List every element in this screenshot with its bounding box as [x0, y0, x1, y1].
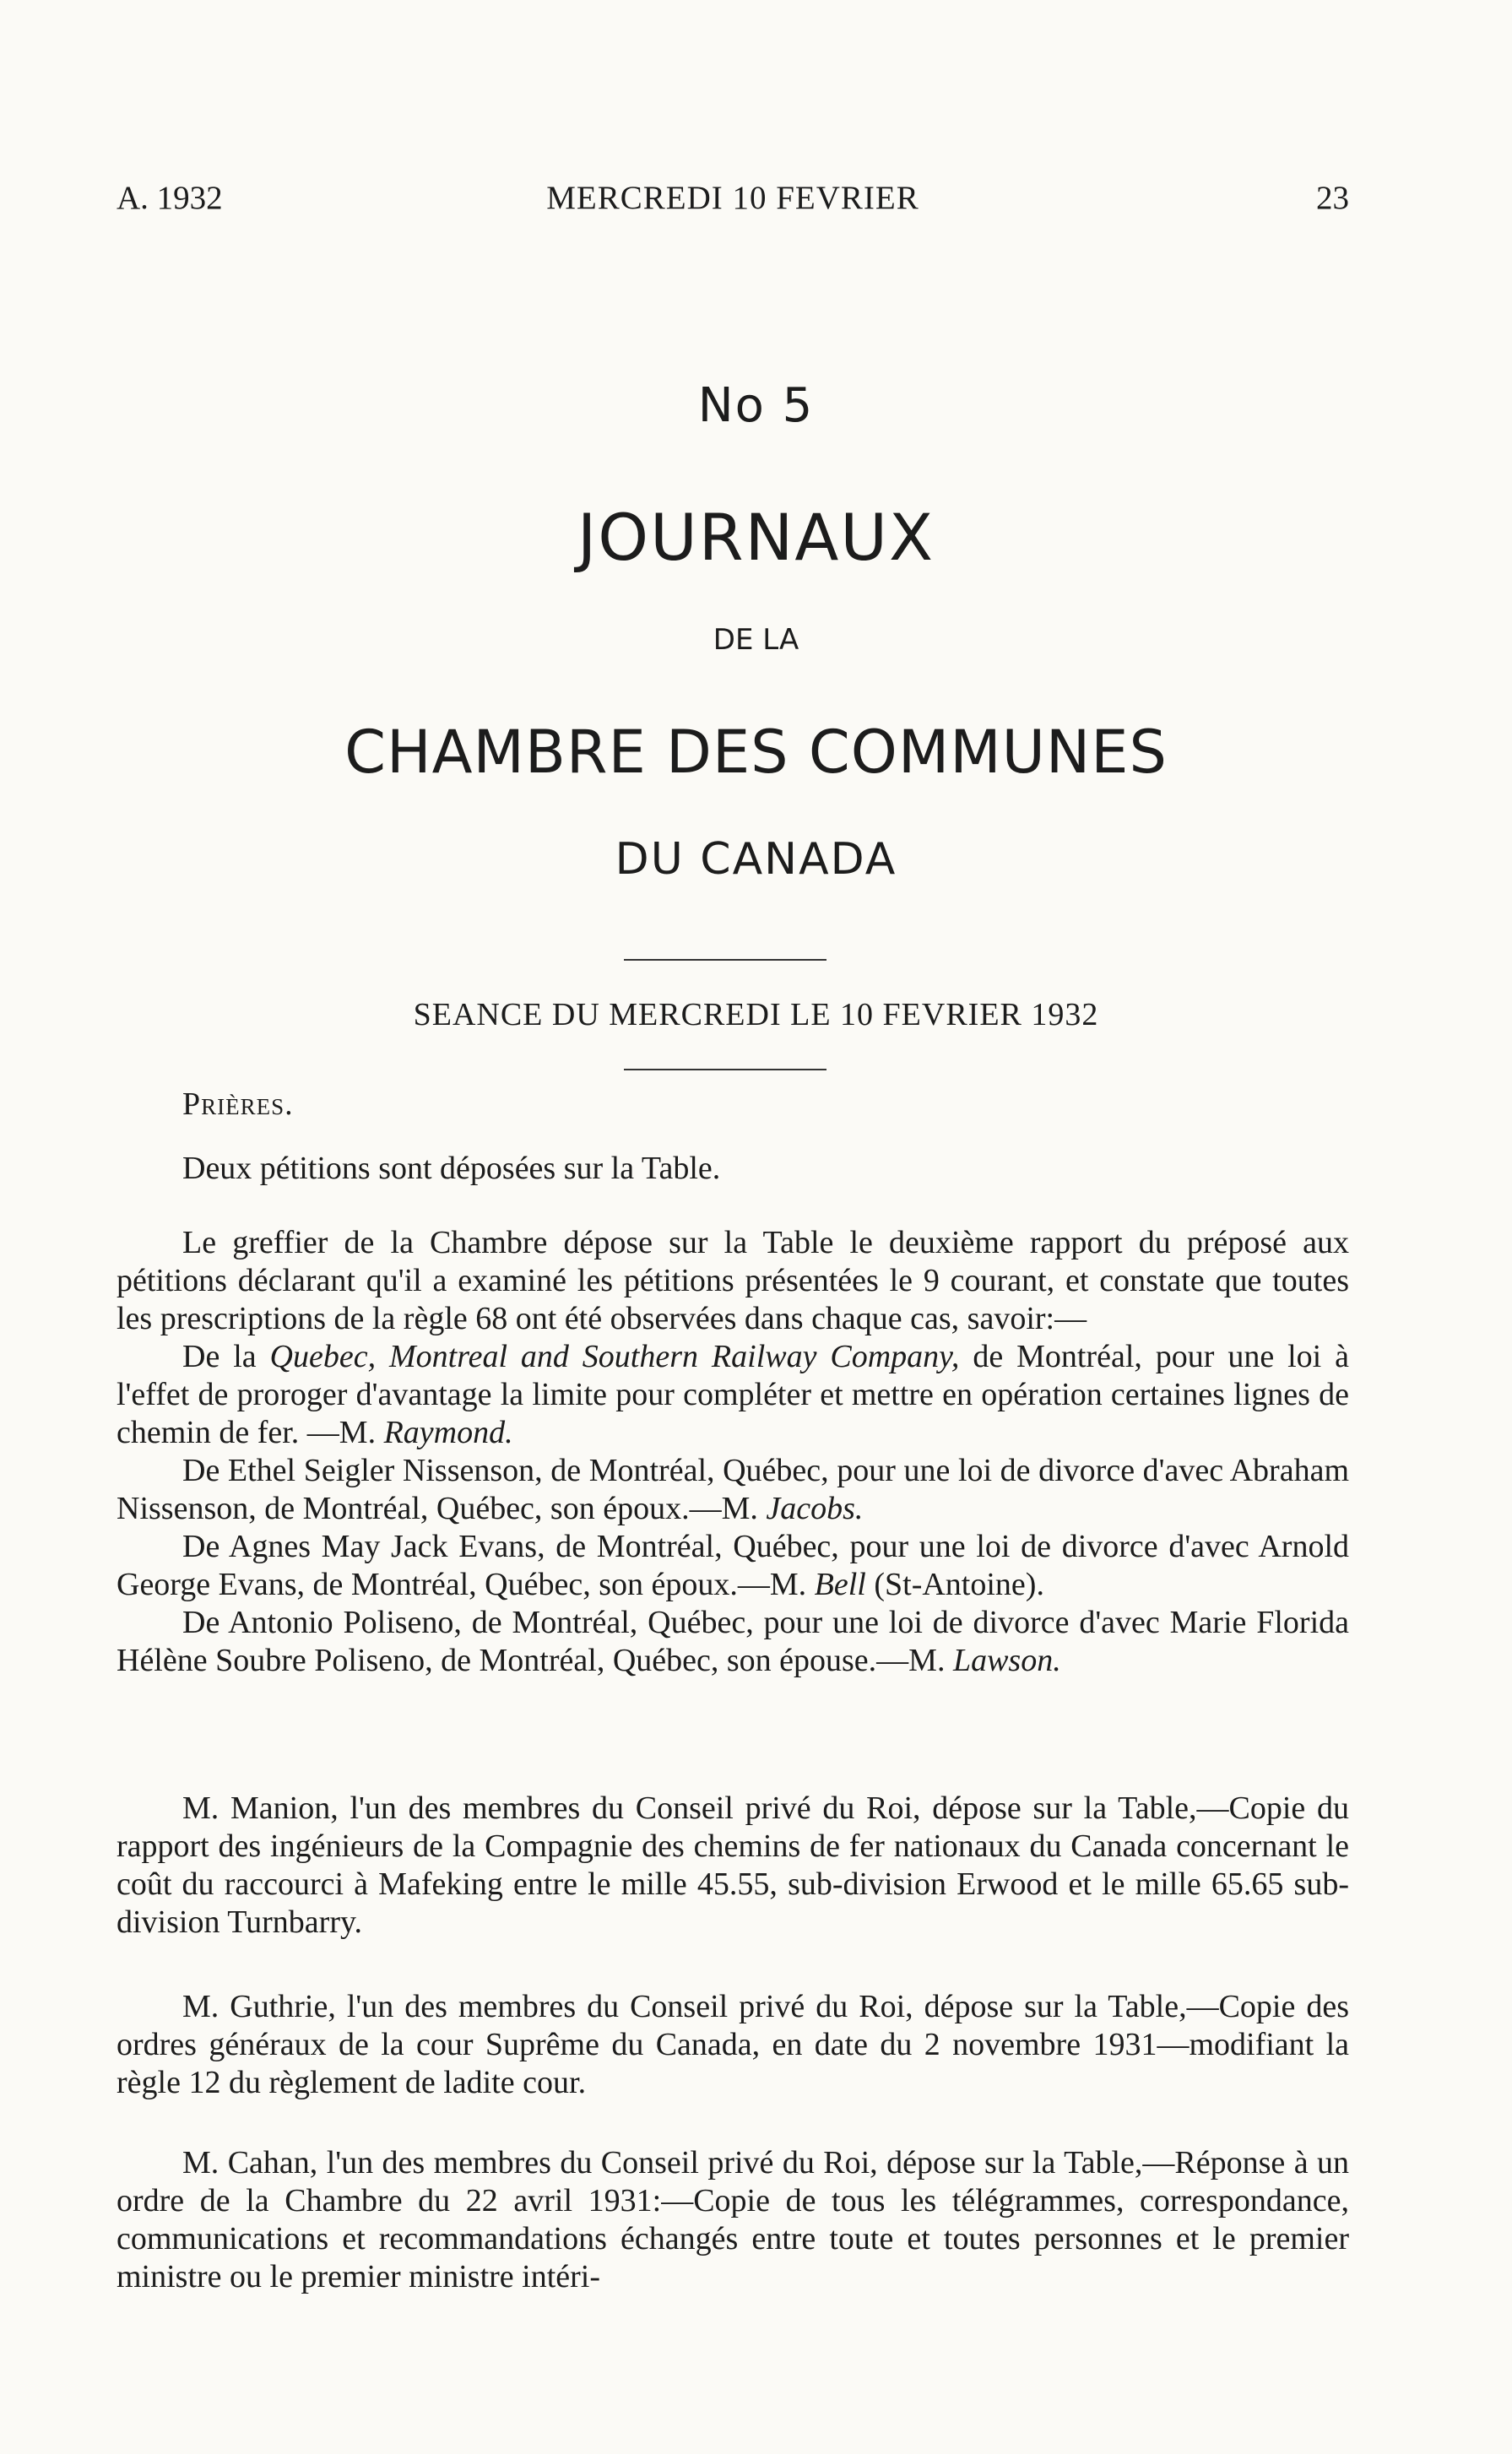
page-number: 23: [1316, 180, 1349, 216]
petitions-tabled: Deux pétitions sont déposées sur la Table.: [182, 1151, 721, 1186]
page-header: [117, 179, 1349, 221]
petition-item: De Agnes May Jack Evans, de Montréal, Québec, pour une loi de divorce d'avec Arnold George Evans, de Montréal, Québec, son époux.—M. Bell (St-Antoine).: [117, 1529, 1349, 1602]
cahan-paragraph: M. Cahan, l'un des membres du Conseil privé du Roi, dépose sur la Table,—Réponse à un ordre de la Chambre du 22 avril 1931:—Copie de tous les télégrammes, correspondance, communications et recommandations échangés entre toute et toutes personnes et le premier ministre ou le premier ministre intéri-: [117, 2145, 1349, 2294]
guthrie-paragraph: M. Guthrie, l'un des membres du Conseil privé du Roi, dépose sur la Table,—Copie des ordres généraux de la cour Suprême du Canada, en date du 2 novembre 1931—modifiant la règle 12 du règlement de ladite cour.: [117, 1989, 1349, 2100]
prayers-label: Prières.: [182, 1086, 294, 1122]
session-year: A. 1932: [117, 180, 223, 216]
country-title: DU CANADA: [615, 834, 897, 885]
clerk-report: [117, 1224, 1349, 1680]
petition-item: De Antonio Poliseno, de Montréal, Québec, pour une loi de divorce d'avec Marie Florida Hélène Soubre Poliseno, de Montréal, Québec, son épouse.—M. Lawson.: [117, 1605, 1349, 1678]
divider-top: [624, 959, 826, 961]
manion-paragraph: M. Manion, l'un des membres du Conseil privé du Roi, dépose sur la Table,—Copie du rapport des ingénieurs de la Compagnie des chemins de fer nationaux du Canada concernant le coût du raccourci à Mafeking entre le mille 45.55, sub-division Erwood et le mille 65.65 sub-division Turnbarry.: [117, 1790, 1349, 1940]
title-connector: DE LA: [713, 623, 799, 657]
sitting-heading: SEANCE DU MERCREDI LE 10 FEVRIER 1932: [413, 997, 1099, 1032]
journal-title: JOURNAUX: [577, 500, 935, 575]
journal-number: No 5: [697, 378, 815, 433]
running-date: MERCREDI 10 FEVRIER: [546, 180, 919, 216]
petition-item: De Ethel Seigler Nissenson, de Montréal, Québec, pour une loi de divorce d'avec Abraham Nissenson, de Montréal, Québec, son époux.—M. Jacobs.: [117, 1453, 1349, 1526]
clerk-report-intro: Le greffier de la Chambre dépose sur la Table le deuxième rapport du préposé aux pétitions déclarant qu'il a examiné les pétitions présentées le 9 courant, et constate que toutes les prescriptions de la règle 68 ont été observées dans chaque cas, savoir:—: [117, 1225, 1349, 1336]
divider-bottom: [624, 1069, 826, 1070]
house-title: CHAMBRE DES COMMUNES: [344, 718, 1168, 787]
petition-item: De la Quebec, Montreal and Southern Railway Company, de Montréal, pour une loi à l'effet de proroger d'avantage la limite pour compléter et mettre en opération certaines lignes de chemin de fer. —M. Raymond.: [117, 1339, 1349, 1450]
